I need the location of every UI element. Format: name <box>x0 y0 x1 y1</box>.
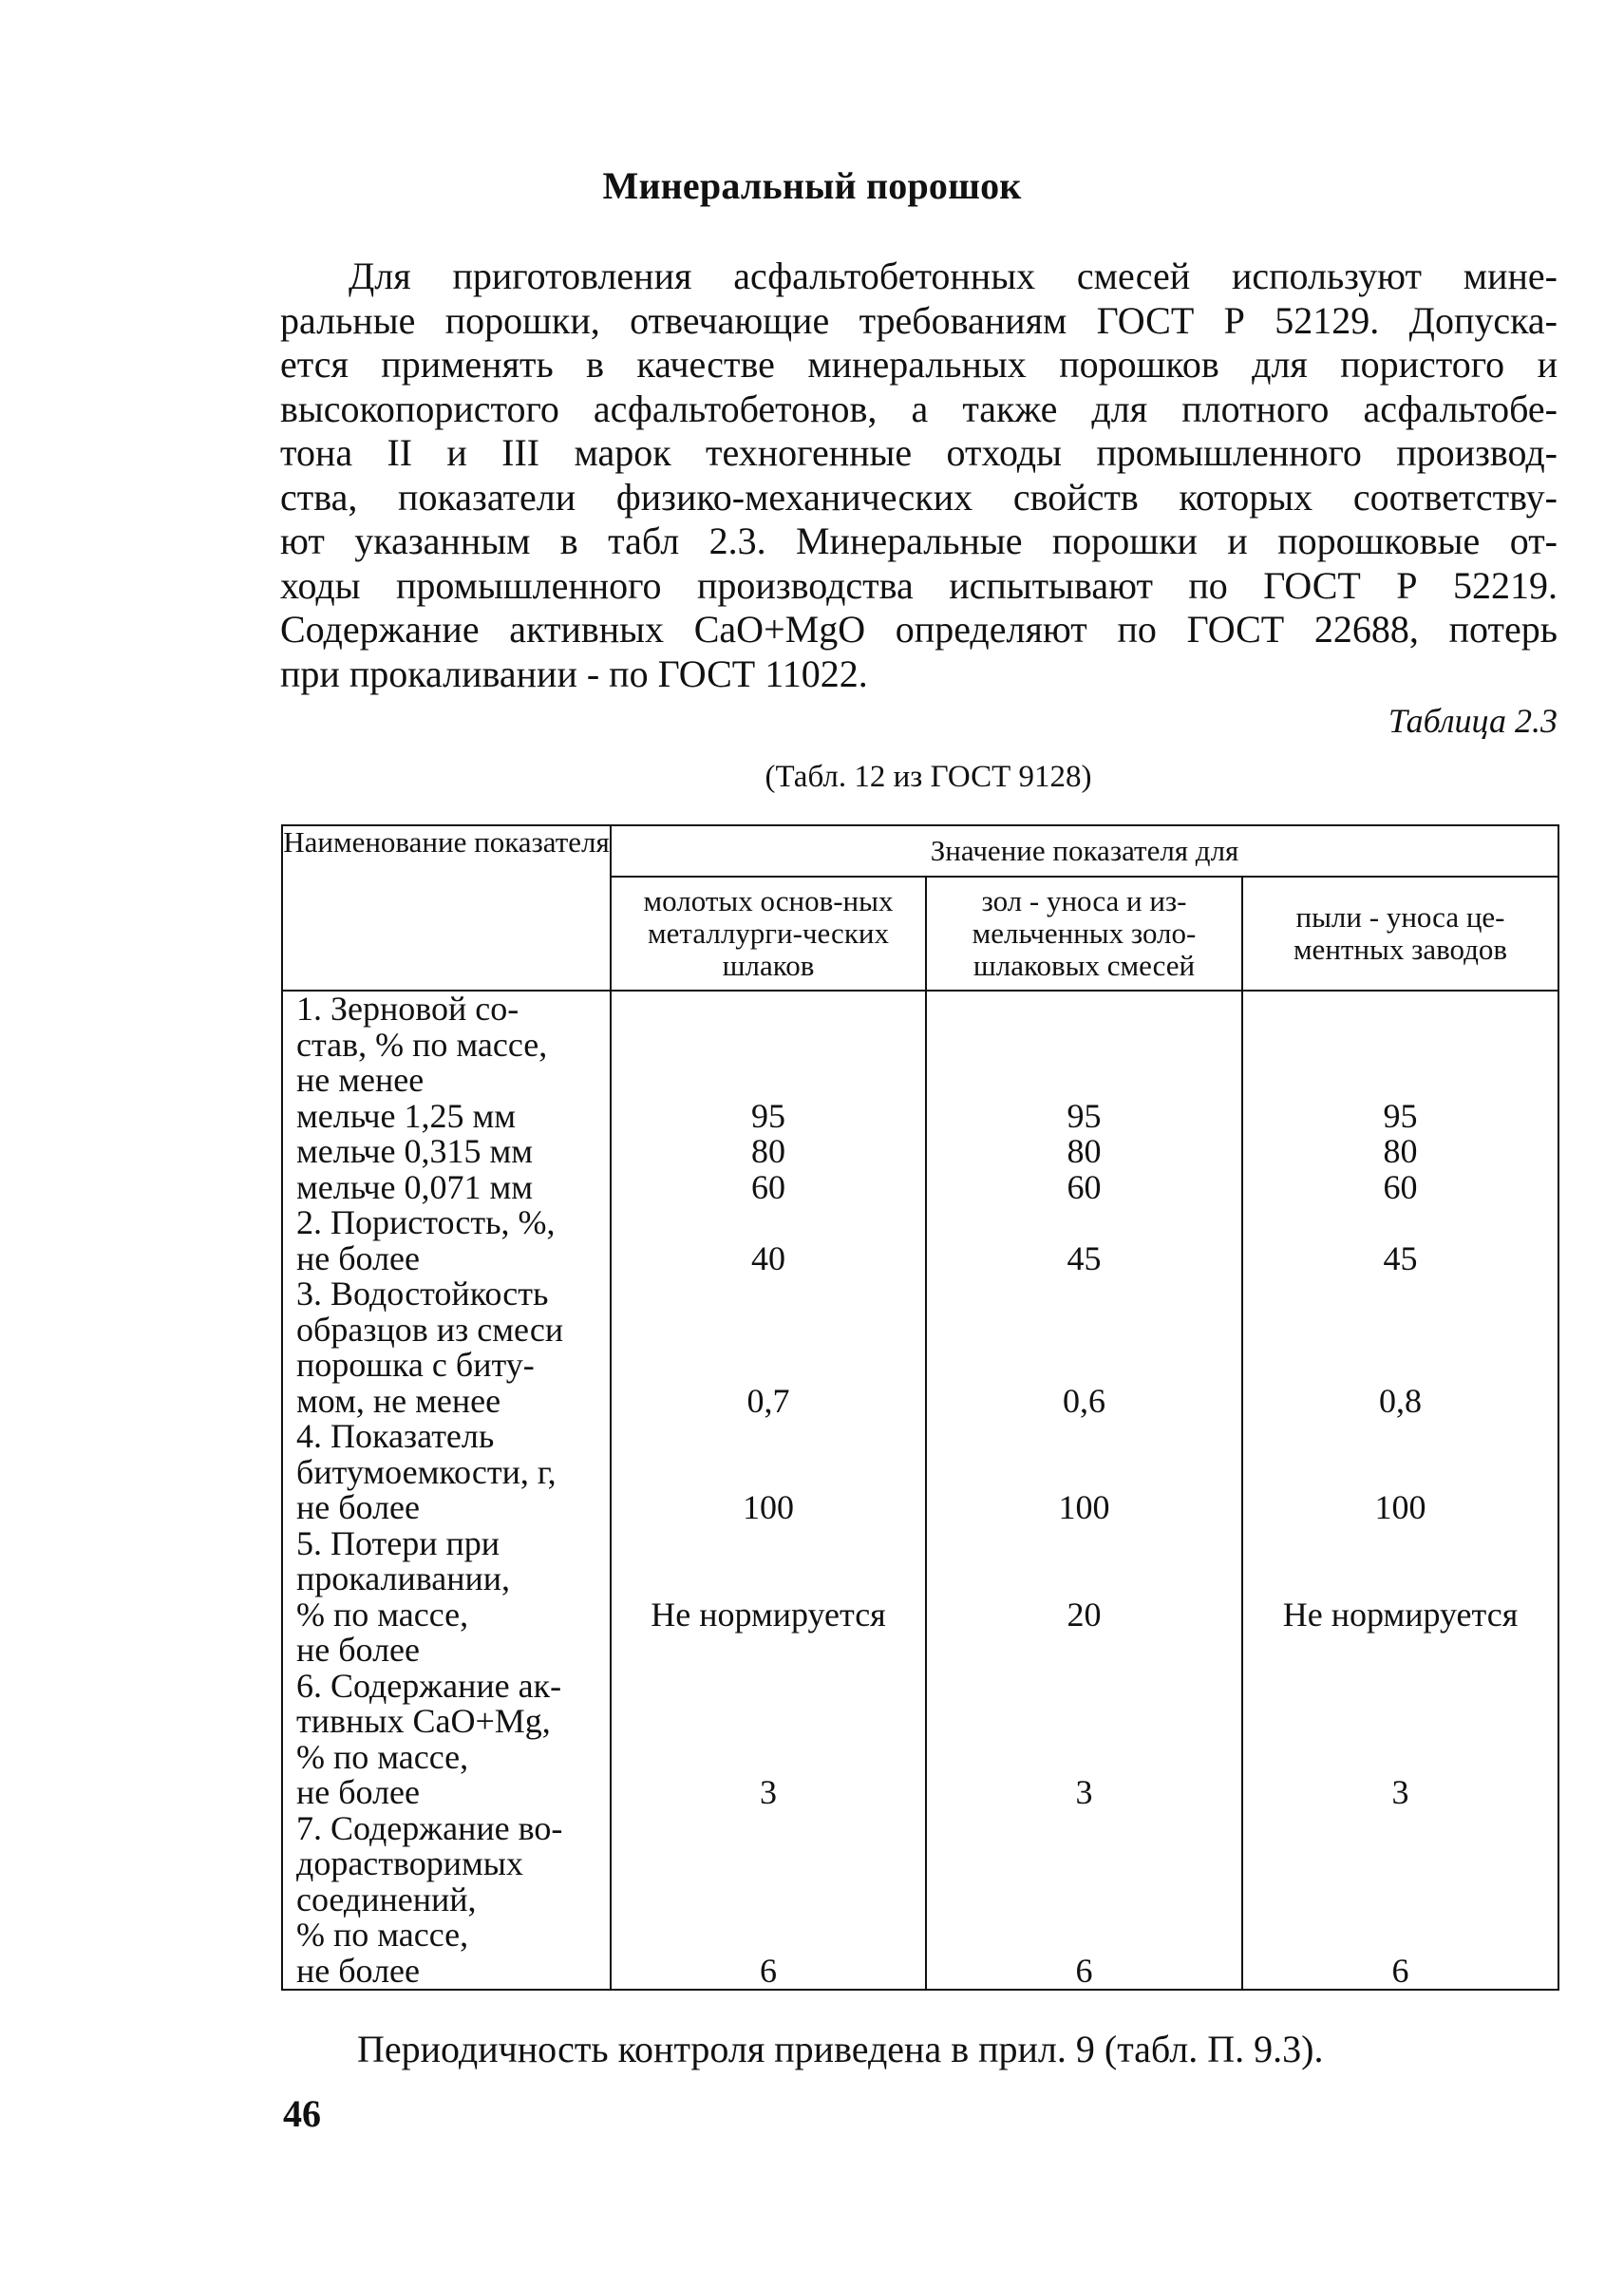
value-line: 3 <box>760 1773 777 1811</box>
indicator-line: 3. Водостойкость <box>296 1275 549 1313</box>
table-source: (Табл. 12 из ГОСТ 9128) <box>765 760 1092 794</box>
value-line <box>612 1526 925 1562</box>
section-title: Минеральный порошок <box>602 164 1022 207</box>
indicator-line: битумоемкости, г, <box>296 1452 557 1491</box>
value-line <box>612 1561 925 1597</box>
value-line <box>612 1740 925 1776</box>
value-line: 100 <box>1058 1488 1110 1526</box>
value-line <box>927 1561 1241 1597</box>
value-line: 60 <box>1067 1167 1102 1206</box>
value-line <box>1243 1028 1558 1064</box>
value-line <box>927 992 1241 1028</box>
paragraph-line: Содержание активных CaO+MgO определяют по ГОСТ 22688, потерь <box>280 608 1558 651</box>
value-line <box>612 1028 925 1064</box>
value-line: 60 <box>1383 1167 1418 1206</box>
indicator-line: 1. Зерновой со- <box>296 990 519 1028</box>
value-line <box>1243 1561 1558 1597</box>
value-line <box>1243 1063 1558 1099</box>
indicator-line: став, % по массе, <box>296 1025 548 1064</box>
header-fly-ash: зол - уноса и из-мельченных золо-шлаковых смесей <box>926 877 1242 991</box>
paragraph-line: Для приготовления асфальтобетонных смесей используют мине- <box>349 255 1558 297</box>
value-line: 100 <box>1374 1488 1426 1526</box>
value-line <box>1243 1313 1558 1349</box>
value-line <box>612 1882 925 1918</box>
value-line <box>612 1811 925 1847</box>
value-line <box>927 1063 1241 1099</box>
value-line <box>1243 1740 1558 1776</box>
fly-ash-values-cell <box>926 991 1242 1990</box>
value-line: 0,6 <box>1063 1381 1105 1420</box>
value-line <box>927 1028 1241 1064</box>
value-line: 80 <box>1067 1132 1102 1170</box>
value-line: 20 <box>1067 1595 1102 1634</box>
paragraph-line: при прокаливании - по ГОСТ 11022. <box>280 652 868 695</box>
value-line: 95 <box>1383 1096 1418 1135</box>
indicator-line: мельче 1,25 мм <box>296 1096 517 1135</box>
paragraph-line: ства, показатели физико-механических свойств которых соответству- <box>280 475 1558 519</box>
value-line: 0,8 <box>1379 1381 1423 1420</box>
footer-note: Периодичность контроля приведена в прил. 9 (табл. П. 9.3). <box>357 2028 1324 2070</box>
value-line <box>927 1669 1241 1705</box>
value-line <box>927 1419 1241 1455</box>
indicator-line: 5. Потери при <box>296 1523 500 1562</box>
value-line <box>1243 1669 1558 1705</box>
value-line: Не нормируется <box>1282 1595 1519 1634</box>
value-line <box>612 1846 925 1882</box>
value-line: 95 <box>1067 1096 1102 1135</box>
value-line <box>1243 1419 1558 1455</box>
value-line: 95 <box>751 1096 785 1135</box>
value-line <box>927 1846 1241 1882</box>
value-line <box>1243 1918 1558 1954</box>
value-line <box>1243 1455 1558 1491</box>
value-line <box>1243 992 1558 1028</box>
value-line: 45 <box>1383 1238 1418 1277</box>
value-line <box>612 1455 925 1491</box>
page-number: 46 <box>283 2092 321 2135</box>
value-line <box>1243 1526 1558 1562</box>
value-line <box>1243 1811 1558 1847</box>
paragraph-line: ходы промышленного производства испытывают по ГОСТ Р 52219. <box>280 563 1558 607</box>
value-line <box>1243 1633 1558 1669</box>
indicator-line: не менее <box>296 1061 425 1099</box>
header-indicator-name: Наименование показателя <box>282 825 611 991</box>
cement-dust-values-cell <box>1242 991 1558 1990</box>
indicator-line: не более <box>296 1631 421 1669</box>
indicator-line: не более <box>296 1773 421 1811</box>
value-line <box>1243 1348 1558 1384</box>
header-cement-dust: пыли - уноса це-ментных заводов <box>1242 877 1558 991</box>
value-line: 80 <box>751 1132 785 1170</box>
indicator-line: мельче 0,071 мм <box>296 1167 534 1206</box>
value-line <box>927 1811 1241 1847</box>
paragraph-line: ется применять в качестве минеральных порошков для пористого и <box>280 343 1558 386</box>
indicator-line: % по массе, <box>296 1595 469 1634</box>
indicator-line: не более <box>296 1238 421 1277</box>
indicator-line: прокаливании, <box>296 1559 511 1597</box>
indicator-line: не более <box>296 1951 421 1990</box>
value-line <box>927 1348 1241 1384</box>
value-line: 80 <box>1383 1132 1418 1170</box>
body-paragraph <box>280 255 1558 696</box>
value-line <box>927 1704 1241 1740</box>
value-line: 45 <box>1067 1238 1102 1277</box>
indicator-line: % по массе, <box>296 1916 469 1954</box>
value-line <box>927 1276 1241 1313</box>
paragraph-line: высокопористого асфальтобетонов, а также для плотного асфальтобе- <box>280 387 1558 430</box>
value-line: 60 <box>751 1167 785 1206</box>
value-line <box>927 1882 1241 1918</box>
value-line <box>927 1633 1241 1669</box>
value-line: 6 <box>760 1951 777 1990</box>
value-line <box>612 1419 925 1455</box>
value-line <box>927 1205 1241 1241</box>
value-line <box>1243 1704 1558 1740</box>
value-line <box>1243 1882 1558 1918</box>
indicator-line: мом, не менее <box>296 1381 501 1420</box>
value-line <box>612 1348 925 1384</box>
indicator-line: не более <box>296 1488 421 1526</box>
value-line <box>612 1313 925 1349</box>
slag-values-cell <box>611 991 926 1990</box>
value-line: 3 <box>1391 1773 1409 1811</box>
value-line <box>1243 1205 1558 1241</box>
value-line <box>1243 1276 1558 1313</box>
indicator-line: мельче 0,315 мм <box>296 1132 534 1170</box>
paragraph-line: ральные порошки, отвечающие требованиям ГОСТ Р 52129. Допуска- <box>280 298 1558 342</box>
table-label: Таблица 2.3 <box>1388 702 1558 740</box>
indicator-line: 4. Показатель <box>296 1417 495 1455</box>
value-line <box>612 1633 925 1669</box>
indicator-line: 6. Содержание ак- <box>296 1666 562 1705</box>
indicator-line: порошка с биту- <box>296 1346 535 1384</box>
indicator-line: соединений, <box>296 1880 477 1918</box>
value-line: 100 <box>743 1488 794 1526</box>
value-line <box>1243 1846 1558 1882</box>
value-line <box>927 1526 1241 1562</box>
value-line: Не нормируется <box>651 1595 886 1634</box>
value-line <box>612 1669 925 1705</box>
indicator-line: тивных CaO+Mg, <box>296 1702 551 1740</box>
indicator-line: % по массе, <box>296 1737 469 1776</box>
value-line <box>612 1276 925 1313</box>
indicator-names-cell <box>282 991 611 1990</box>
table-body-row <box>282 991 1558 1990</box>
paragraph-line: ют указанным в табл 2.3. Минеральные порошки и порошковые от- <box>280 520 1558 562</box>
value-line: 3 <box>1075 1773 1093 1811</box>
paragraph-line: тона II и III марок техногенные отходы промышленного производ- <box>280 431 1558 474</box>
indicator-line: 2. Пористость, %, <box>296 1203 556 1241</box>
value-line: 40 <box>751 1238 785 1277</box>
header-value-group: Значение показателя для <box>611 825 1558 877</box>
value-line: 6 <box>1391 1951 1409 1990</box>
value-line <box>927 1918 1241 1954</box>
properties-table <box>281 824 1559 1991</box>
indicator-line: дорастворимых <box>296 1844 523 1882</box>
value-line <box>927 1455 1241 1491</box>
value-line <box>612 1205 925 1241</box>
indicator-line: 7. Содержание во- <box>296 1808 563 1847</box>
value-line <box>612 1063 925 1099</box>
value-line <box>612 992 925 1028</box>
value-line: 0,7 <box>746 1381 790 1420</box>
indicator-line: образцов из смеси <box>296 1310 564 1349</box>
value-line <box>927 1313 1241 1349</box>
value-line <box>612 1704 925 1740</box>
value-line <box>612 1918 925 1954</box>
header-slag: молотых основ-ных металлурги-ческих шлаков <box>611 877 926 991</box>
value-line: 6 <box>1075 1951 1093 1990</box>
value-line <box>927 1740 1241 1776</box>
